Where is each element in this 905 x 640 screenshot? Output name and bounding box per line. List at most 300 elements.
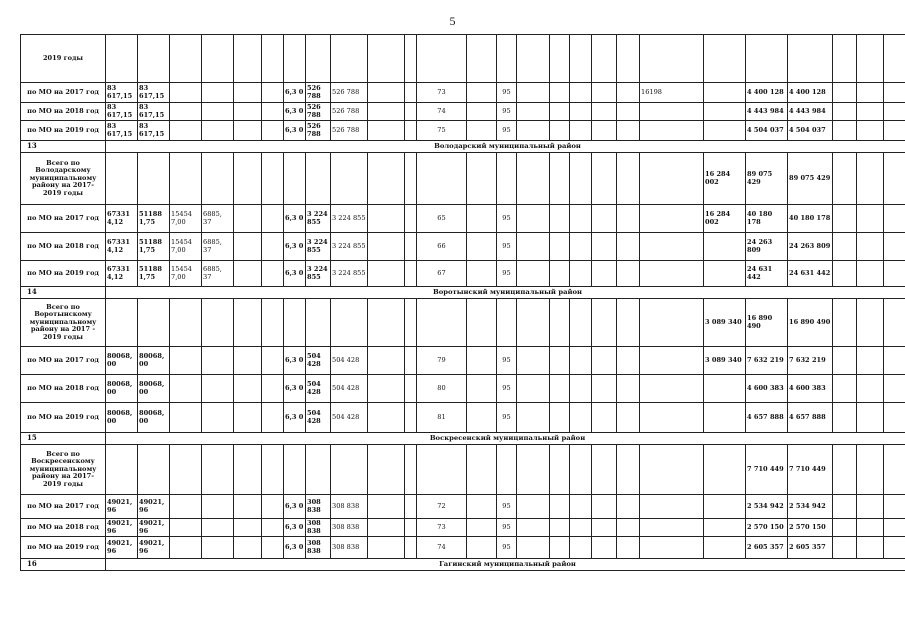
table-cell	[138, 445, 170, 495]
table-cell	[517, 83, 550, 103]
table-cell	[704, 35, 746, 83]
section-row	[21, 141, 905, 153]
table-cell	[592, 83, 617, 103]
table-cell	[857, 347, 884, 375]
row-label: по МО на 2019 год	[21, 537, 106, 559]
table-cell	[106, 153, 138, 205]
table-cell	[550, 445, 570, 495]
table-cell	[517, 403, 550, 433]
table-cell	[884, 153, 905, 205]
table-cell: 6,3 0	[284, 261, 306, 287]
table-cell	[640, 375, 704, 403]
table-cell	[405, 205, 417, 233]
table-cell: 95	[497, 121, 517, 141]
table-cell: 67331 4,12	[106, 233, 138, 261]
table-cell	[570, 261, 592, 287]
table-cell	[368, 153, 405, 205]
table-cell	[170, 537, 202, 559]
table-cell: 6,3 0	[284, 121, 306, 141]
table-cell: 83 617,15	[138, 103, 170, 121]
table-cell: 7 632 219	[788, 347, 833, 375]
table-cell	[857, 205, 884, 233]
table-cell	[592, 537, 617, 559]
table-cell: 73	[417, 83, 467, 103]
table-cell: 2 570 150	[746, 519, 788, 537]
table-cell: 2 605 357	[788, 537, 833, 559]
table-cell: 80068, 00	[106, 403, 138, 433]
table-cell: 4 657 888	[746, 403, 788, 433]
table-cell: 4 504 037	[746, 121, 788, 141]
table-cell	[497, 299, 517, 347]
table-cell	[550, 299, 570, 347]
table-cell: 504 428	[331, 403, 368, 433]
table-cell: 16 284 002	[704, 153, 746, 205]
table-cell	[405, 445, 417, 495]
section-title: Гагинский муниципальный район	[106, 559, 905, 571]
table-cell	[467, 495, 497, 519]
table-cell	[833, 103, 857, 121]
table-cell: 526 788	[306, 121, 331, 141]
table-cell	[617, 233, 640, 261]
table-body	[21, 35, 905, 571]
table-cell	[106, 445, 138, 495]
table-cell: 308 838	[306, 537, 331, 559]
table-cell: 3 089 340	[704, 347, 746, 375]
table-cell	[417, 299, 467, 347]
table-cell	[234, 83, 262, 103]
total-row	[21, 445, 905, 495]
row-label: по МО на 2017 год	[21, 83, 106, 103]
table-cell	[833, 375, 857, 403]
table-row	[21, 403, 905, 433]
table-cell	[550, 347, 570, 375]
section-number: 13	[21, 141, 106, 153]
table-cell	[517, 35, 550, 83]
table-cell	[467, 205, 497, 233]
table-cell	[234, 299, 262, 347]
table-cell	[497, 153, 517, 205]
table-cell	[138, 35, 170, 83]
row-label: по МО на 2018 год	[21, 375, 106, 403]
table-cell	[417, 445, 467, 495]
table-cell	[368, 445, 405, 495]
table-cell	[234, 375, 262, 403]
table-cell	[640, 103, 704, 121]
table-cell: 95	[497, 233, 517, 261]
table-cell	[138, 299, 170, 347]
table-cell: 95	[497, 375, 517, 403]
table-cell: 83 617,15	[138, 83, 170, 103]
table-cell	[884, 347, 905, 375]
table-cell	[640, 35, 704, 83]
table-row	[21, 261, 905, 287]
table-cell	[106, 299, 138, 347]
table-cell	[746, 35, 788, 83]
table-cell	[833, 299, 857, 347]
table-cell	[517, 153, 550, 205]
table-cell: 15454 7,00	[170, 261, 202, 287]
table-cell	[550, 233, 570, 261]
table-cell: 49021, 96	[138, 519, 170, 537]
table-cell	[570, 299, 592, 347]
table-cell: 3 224 855	[331, 233, 368, 261]
table-cell	[640, 233, 704, 261]
table-cell: 67331 4,12	[106, 205, 138, 233]
table-cell	[592, 519, 617, 537]
table-cell: 15454 7,00	[170, 233, 202, 261]
table-cell	[833, 205, 857, 233]
table-cell: 4 443 984	[788, 103, 833, 121]
table-cell: 6,3 0	[284, 519, 306, 537]
table-cell	[170, 445, 202, 495]
table-cell	[592, 205, 617, 233]
table-cell: 16 284 002	[704, 205, 746, 233]
table-cell	[640, 205, 704, 233]
table-cell	[467, 403, 497, 433]
section-row	[21, 433, 905, 445]
table-cell	[202, 445, 234, 495]
table-cell	[517, 261, 550, 287]
section-title: Воскресенский муниципальный район	[106, 433, 905, 445]
table-cell: 51188 1,75	[138, 205, 170, 233]
table-cell: 7 710 449	[788, 445, 833, 495]
table-cell	[262, 519, 284, 537]
table-cell: 75	[417, 121, 467, 141]
table-cell: 2 534 942	[746, 495, 788, 519]
table-cell	[234, 261, 262, 287]
table-cell	[857, 261, 884, 287]
table-cell: 67	[417, 261, 467, 287]
table-cell	[262, 403, 284, 433]
table-row	[21, 205, 905, 233]
table-cell	[550, 121, 570, 141]
table-cell	[857, 537, 884, 559]
table-cell	[550, 375, 570, 403]
table-cell	[617, 537, 640, 559]
table-cell	[884, 375, 905, 403]
table-cell	[262, 153, 284, 205]
table-cell	[467, 519, 497, 537]
table-cell	[884, 519, 905, 537]
table-cell	[884, 495, 905, 519]
table-cell	[306, 35, 331, 83]
table-cell: 49021, 96	[138, 495, 170, 519]
total-row	[21, 35, 905, 83]
table-cell	[857, 445, 884, 495]
table-cell	[550, 519, 570, 537]
table-row	[21, 347, 905, 375]
table-cell	[857, 299, 884, 347]
table-cell	[704, 261, 746, 287]
table-cell	[592, 403, 617, 433]
row-label: по МО на 2019 год	[21, 261, 106, 287]
table-cell: 73	[417, 519, 467, 537]
table-cell: 65	[417, 205, 467, 233]
table-cell	[234, 445, 262, 495]
table-cell	[704, 495, 746, 519]
table-cell	[234, 35, 262, 83]
table-cell	[617, 299, 640, 347]
table-cell	[405, 153, 417, 205]
table-cell: 2 534 942	[788, 495, 833, 519]
table-cell	[405, 347, 417, 375]
table-cell	[884, 445, 905, 495]
table-cell	[517, 121, 550, 141]
table-cell	[234, 233, 262, 261]
table-cell	[617, 495, 640, 519]
table-cell: 3 224 855	[306, 205, 331, 233]
table-cell: 3 224 855	[306, 233, 331, 261]
table-cell: 308 838	[331, 519, 368, 537]
table-cell	[202, 35, 234, 83]
table-cell	[467, 537, 497, 559]
table-cell: 504 428	[306, 403, 331, 433]
table-cell: 308 838	[306, 519, 331, 537]
table-cell	[467, 347, 497, 375]
table-cell	[170, 153, 202, 205]
table-cell: 51188 1,75	[138, 261, 170, 287]
table-cell	[368, 347, 405, 375]
table-cell	[517, 347, 550, 375]
row-label: по МО на 2017 год	[21, 495, 106, 519]
table-cell	[617, 261, 640, 287]
table-cell	[884, 537, 905, 559]
table-cell: 3 224 855	[331, 205, 368, 233]
table-cell	[306, 153, 331, 205]
table-cell	[640, 121, 704, 141]
table-cell	[640, 403, 704, 433]
table-cell: 80	[417, 375, 467, 403]
table-cell: 4 443 984	[746, 103, 788, 121]
table-cell	[417, 35, 467, 83]
table-cell: 80068, 00	[138, 403, 170, 433]
table-cell	[284, 299, 306, 347]
table-cell	[368, 35, 405, 83]
table-cell	[262, 35, 284, 83]
table-cell: 2 605 357	[746, 537, 788, 559]
table-cell	[617, 121, 640, 141]
table-cell: 6,3 0	[284, 347, 306, 375]
table-cell	[592, 495, 617, 519]
table-row	[21, 233, 905, 261]
table-cell: 89 075 429	[746, 153, 788, 205]
table-cell	[550, 35, 570, 83]
table-cell: 6,3 0	[284, 205, 306, 233]
table-cell	[570, 83, 592, 103]
table-cell: 504 428	[331, 375, 368, 403]
table-cell: 15454 7,00	[170, 205, 202, 233]
table-cell	[550, 403, 570, 433]
table-cell: 80068, 00	[106, 375, 138, 403]
table-cell	[884, 261, 905, 287]
table-cell	[570, 233, 592, 261]
table-cell	[517, 233, 550, 261]
table-cell: 79	[417, 347, 467, 375]
table-cell	[467, 261, 497, 287]
table-cell	[592, 121, 617, 141]
table-cell	[106, 35, 138, 83]
table-cell: 24 631 442	[788, 261, 833, 287]
table-cell	[517, 103, 550, 121]
table-cell	[405, 83, 417, 103]
table-cell	[170, 347, 202, 375]
table-cell	[617, 375, 640, 403]
table-cell	[640, 495, 704, 519]
table-cell	[592, 233, 617, 261]
table-cell	[262, 83, 284, 103]
table-cell	[592, 375, 617, 403]
row-label: по МО на 2018 год	[21, 103, 106, 121]
table-cell	[202, 375, 234, 403]
row-label: по МО на 2017 год	[21, 347, 106, 375]
table-cell	[262, 375, 284, 403]
table-cell	[640, 347, 704, 375]
data-table	[20, 34, 905, 571]
table-cell	[640, 537, 704, 559]
table-cell: 504 428	[331, 347, 368, 375]
table-cell	[497, 35, 517, 83]
table-cell	[234, 403, 262, 433]
table-cell	[517, 445, 550, 495]
table-cell	[857, 153, 884, 205]
table-cell	[640, 519, 704, 537]
table-cell	[405, 375, 417, 403]
table-cell: 51188 1,75	[138, 233, 170, 261]
table-cell	[704, 445, 746, 495]
section-number: 14	[21, 287, 106, 299]
table-cell	[570, 445, 592, 495]
table-cell	[202, 121, 234, 141]
row-label: по МО на 2018 год	[21, 233, 106, 261]
table-cell	[640, 299, 704, 347]
row-label: Всего по Володарскому муниципальному району на 2017- 2019 годы	[21, 153, 106, 205]
table-cell	[368, 519, 405, 537]
table-cell	[884, 35, 905, 83]
table-cell	[704, 121, 746, 141]
table-cell	[857, 103, 884, 121]
table-cell	[704, 83, 746, 103]
table-cell: 6,3 0	[284, 495, 306, 519]
table-cell	[262, 495, 284, 519]
table-cell: 4 400 128	[788, 83, 833, 103]
table-cell	[170, 35, 202, 83]
table-cell: 6,3 0	[284, 83, 306, 103]
table-cell	[640, 445, 704, 495]
table-cell	[833, 261, 857, 287]
table-cell: 3 224 855	[306, 261, 331, 287]
table-cell: 40 180 178	[788, 205, 833, 233]
table-cell	[368, 403, 405, 433]
table-cell	[517, 299, 550, 347]
table-cell	[467, 35, 497, 83]
table-cell	[884, 103, 905, 121]
table-cell: 6,3 0	[284, 375, 306, 403]
table-row	[21, 103, 905, 121]
table-cell	[550, 537, 570, 559]
table-cell	[570, 403, 592, 433]
table-cell: 7 710 449	[746, 445, 788, 495]
table-cell: 504 428	[306, 375, 331, 403]
table-cell	[262, 445, 284, 495]
table-cell: 83 617,15	[106, 103, 138, 121]
table-cell: 7 632 219	[746, 347, 788, 375]
table-cell	[234, 347, 262, 375]
table-cell	[262, 103, 284, 121]
table-cell	[368, 261, 405, 287]
table-cell	[884, 233, 905, 261]
table-cell	[517, 519, 550, 537]
table-cell	[368, 233, 405, 261]
table-cell	[617, 153, 640, 205]
table-cell: 4 600 383	[788, 375, 833, 403]
table-cell	[202, 347, 234, 375]
table-cell: 6885, 37	[202, 205, 234, 233]
table-cell: 74	[417, 103, 467, 121]
table-cell	[467, 103, 497, 121]
total-row	[21, 299, 905, 347]
table-cell	[570, 347, 592, 375]
table-cell: 16 890 490	[746, 299, 788, 347]
table-cell	[405, 519, 417, 537]
table-cell	[617, 83, 640, 103]
table-cell: 95	[497, 495, 517, 519]
table-cell: 308 838	[306, 495, 331, 519]
table-cell: 83 617,15	[106, 83, 138, 103]
table-cell	[833, 347, 857, 375]
table-cell: 526 788	[331, 121, 368, 141]
table-cell	[497, 445, 517, 495]
table-cell	[570, 537, 592, 559]
table-cell: 526 788	[306, 83, 331, 103]
table-cell	[617, 205, 640, 233]
table-cell	[331, 153, 368, 205]
table-cell	[234, 537, 262, 559]
table-cell	[467, 83, 497, 103]
table-cell	[857, 233, 884, 261]
table-cell	[704, 403, 746, 433]
table-cell	[550, 103, 570, 121]
table-cell	[405, 403, 417, 433]
table-cell	[617, 445, 640, 495]
table-cell	[550, 83, 570, 103]
table-cell	[262, 121, 284, 141]
table-cell	[704, 233, 746, 261]
table-cell	[368, 83, 405, 103]
table-cell	[517, 537, 550, 559]
table-cell	[262, 205, 284, 233]
table-cell	[517, 495, 550, 519]
table-cell	[368, 299, 405, 347]
table-row	[21, 519, 905, 537]
table-cell	[202, 103, 234, 121]
section-row	[21, 559, 905, 571]
table-cell	[368, 121, 405, 141]
table-cell	[202, 83, 234, 103]
table-cell: 526 788	[331, 83, 368, 103]
table-cell	[234, 205, 262, 233]
table-cell	[138, 153, 170, 205]
table-cell	[170, 83, 202, 103]
row-label: Всего по Воротынскому муниципальному району на 2017 - 2019 годы	[21, 299, 106, 347]
table-cell	[592, 445, 617, 495]
table-cell	[704, 103, 746, 121]
table-cell	[857, 83, 884, 103]
table-cell	[405, 261, 417, 287]
table-cell	[405, 495, 417, 519]
table-cell	[884, 299, 905, 347]
table-cell: 24 631 442	[746, 261, 788, 287]
table-cell: 80068, 00	[106, 347, 138, 375]
